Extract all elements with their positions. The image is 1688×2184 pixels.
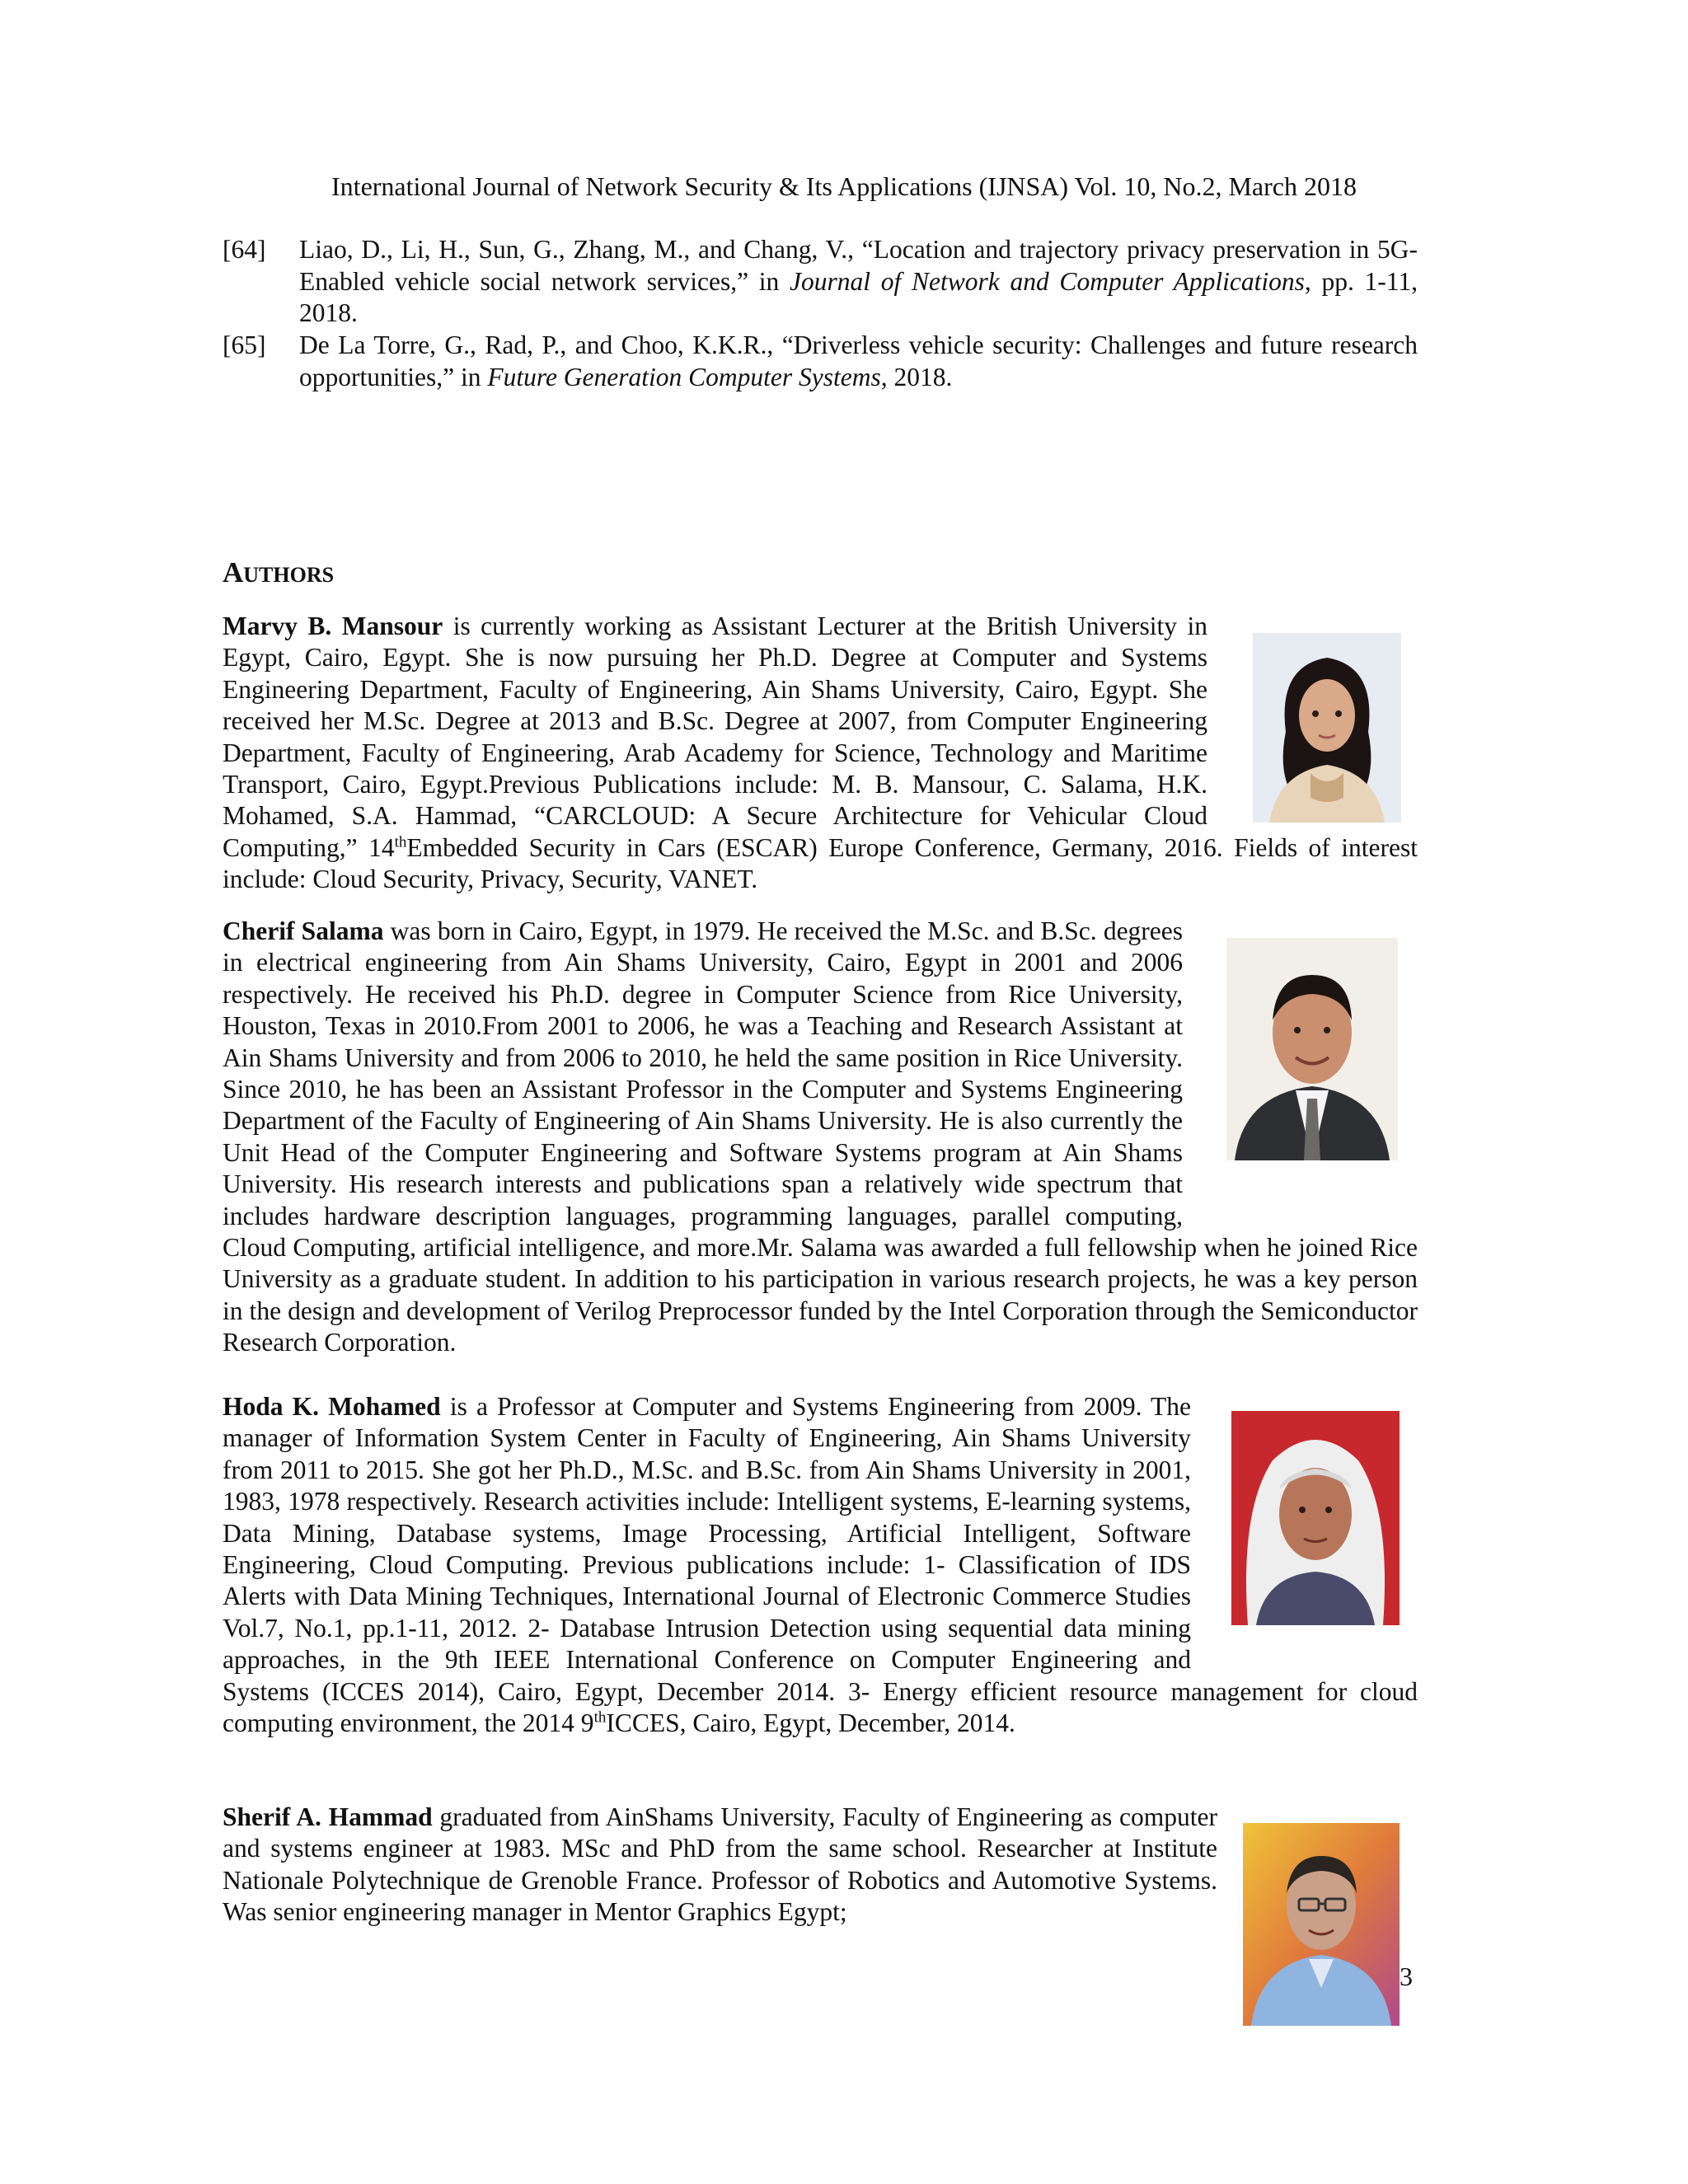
reference-venue: Journal of Network and Computer Applications: [790, 266, 1305, 296]
reference-number: [64]: [223, 235, 266, 264]
reference-number: [65]: [223, 330, 266, 359]
photo-wrap-spacer: [1183, 916, 1418, 1201]
bio-paragraph: Hoda K. Mohamed is a Professor at Computer and Systems Engineering from 2009. The manager of Information System Center in Faculty of Engineering, Ain Shams University from 2011 to 2015. She got her Ph.D., M.Sc. and B.Sc. from Ain Shams University in 2001, 1983, 1978 respectively. Research activities include: Intelligent systems, E-learning systems, Data Mining, Database systems, Image Processing, Artificial Intelligent, Software Engineering, Cloud Computing. Previous publications include: 1- Classification of IDS Alerts with Data Mining Techniques, International Journal of Electronic Commerce Studies Vol.7, No.1, pp.1-11, 2012. 2- Database Intrusion Detection using sequential data mining approaches, in the 9th IEEE International Conference on Computer Engineering and Systems (ICCES 2014), Cairo, Egypt, December 2014. 3- Energy efficient resource management for cloud computing environment, the 2014 9thICCES, Cairo, Egypt, December, 2014.: [223, 1392, 1418, 1738]
author-bio-mohamed: [223, 1391, 1418, 1739]
authors-heading: AUTHORS: [223, 556, 335, 588]
author-name: Marvy B. Mansour: [223, 612, 443, 640]
author-name: Cherif Salama: [223, 916, 384, 945]
author-name: Sherif A. Hammad: [223, 1802, 433, 1831]
reference-65: [223, 330, 1418, 393]
author-photo-hammad: [1243, 1823, 1400, 2026]
reference-text: Liao, D., Li, H., Sun, G., Zhang, M., and Chang, V., “Location and trajectory privacy preservation in 5G-Enabled vehicle social network services,” in Journal of Network and Computer Applications, pp. 1-11, 2018.: [299, 235, 1418, 328]
bio-paragraph: Marvy B. Mansour is currently working as Assistant Lecturer at the British University in Egypt, Cairo, Egypt. She is now pursuing her Ph.D. Degree at Computer and Systems Engineering Department, Faculty of Engineering, Ain Shams University, Cairo, Egypt. She received her M.Sc. Degree at 2013 and B.Sc. Degree at 2007, from Computer Engineering Department, Faculty of Engineering, Arab Academy for Science, Technology and Maritime Transport, Cairo, Egypt.Previous Publications include: M. B. Mansour, C. Salama, H.K. Mohamed, S.A. Hammad, “CARCLOUD: A Secure Architecture for Vehicular Cloud Computing,” 14thEmbedded Security in Cars (ESCAR) Europe Conference, Germany, 2016. Fields of interest include: Cloud Security, Privacy, Security, VANET.: [223, 612, 1418, 894]
author-bio-hammad: [223, 1802, 1418, 1933]
reference-64: [223, 234, 1418, 330]
bio-paragraph: Sherif A. Hammad graduated from AinShams University, Faculty of Engineering as computer and systems engineer at 1983. MSc and PhD from the same school. Researcher at Institute Nationale Polytechnique de Grenoble France. Professor of Robotics and Automotive Systems. Was senior engineering manager in Mentor Graphics Egypt;: [223, 1802, 1217, 1927]
bio-paragraph: Cherif Salama was born in Cairo, Egypt, in 1979. He received the M.Sc. and B.Sc. degrees in electrical engineering from Ain Shams University, Cairo, Egypt in 2001 and 2006 respectively. He received his Ph.D. degree in Computer Science from Rice University, Houston, Texas in 2010.From 2001 to 2006, he was a Teaching and Research Assistant at Ain Shams University and from 2006 to 2010, he held the same position in Rice University. Since 2010, he has been an Assistant Professor in the Computer and Systems Engineering Department of the Faculty of Engineering of Ain Shams University. He is also currently the Unit Head of the Computer Engineering and Software Systems program at Ain Shams University. His research interests and publications span a relatively wide spectrum that includes hardware description languages, programming languages, parallel computing, Cloud Computing, artificial intelligence, and more.Mr. Salama was awarded a full fellowship when he joined Rice University as a graduate student. In addition to his participation in various research projects, he was a key person in the design and development of Verilog Preprocessor funded by the Intel Corporation through the Semiconductor Research Corporation.: [223, 916, 1418, 1357]
author-bio-mansour: [223, 611, 1418, 896]
journal-header: International Journal of Network Security & Its Applications (IJNSA) Vol. 10, No.2, March 2018: [331, 171, 1357, 201]
reference-venue: Future Generation Computer Systems: [487, 362, 881, 391]
author-bio-salama: [223, 916, 1418, 1359]
photo-wrap-spacer: [1191, 1391, 1418, 1645]
reference-text: De La Torre, G., Rad, P., and Choo, K.K.R., “Driverless vehicle security: Challenges and future research opportunities,” in Future Generation Computer Systems, 2018.: [299, 330, 1418, 391]
author-name: Hoda K. Mohamed: [223, 1392, 441, 1421]
page-number: 3: [1400, 1961, 1413, 1991]
portrait-hammad-image: [1243, 1823, 1400, 2026]
photo-wrap-spacer: [1207, 634, 1418, 823]
